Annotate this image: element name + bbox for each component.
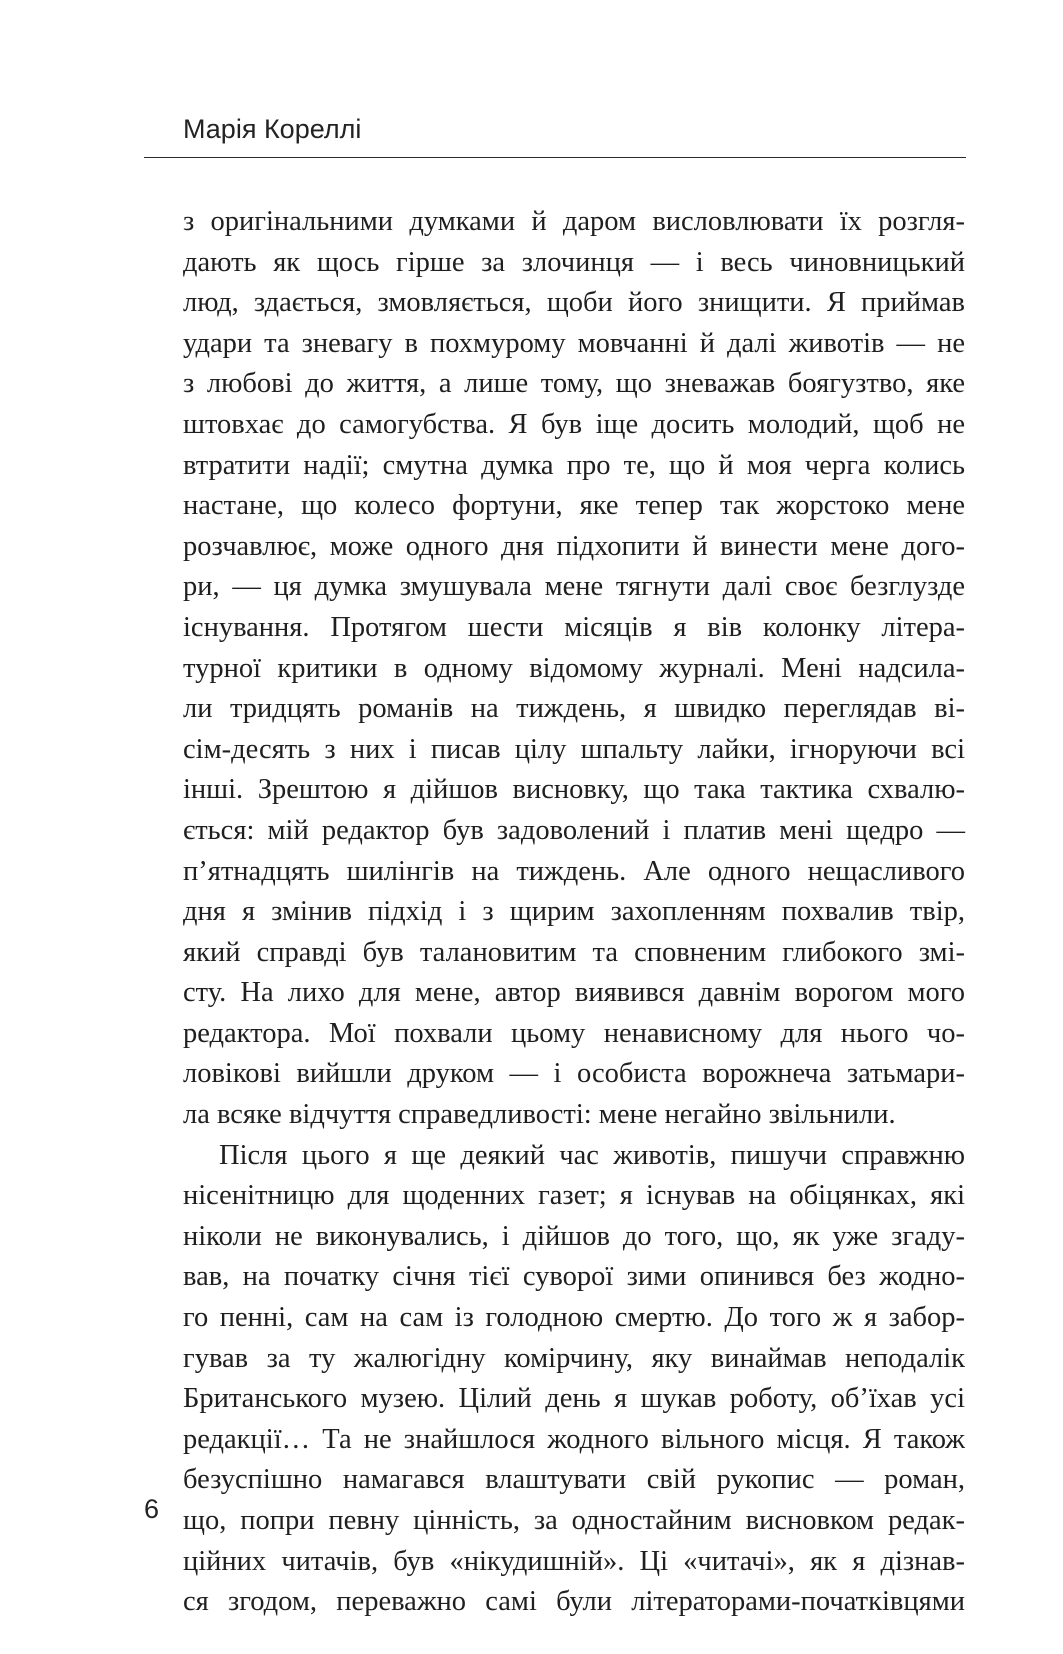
text-line-paragraph-start: Після цього я ще деякий час животів, пишучи справжню: [219, 1139, 965, 1171]
text-line: гував за ту жалюгідну комірчину, яку винаймав неподалік: [183, 1342, 965, 1374]
text-line: го пенні, сам на сам із голодною смертю. До того ж я забор-: [183, 1302, 965, 1334]
text-line: ли тридцять романів на тиждень, я швидко переглядав ві-: [183, 693, 965, 725]
text-line: удари та зневагу в похмурому мовчанні й далі животів — не: [183, 327, 965, 359]
text-line: штовхає до самогубства. Я був іще досить молодий, щоб не: [183, 408, 965, 440]
text-line: люд, здається, змовляється, щоби його знищити. Я приймав: [183, 287, 965, 319]
text-line: сім-десять з них і писав цілу шпальту лайки, ігноруючи всі: [183, 733, 965, 765]
text-line: турної критики в одному відомому журналі. Мені надсила-: [183, 652, 965, 684]
text-line: дають як щось гірше за злочинця — і весь чиновницький: [183, 246, 965, 278]
text-line: настане, що колесо фортуни, яке тепер так жорстоко мене: [183, 490, 965, 522]
text-line: з оригінальними думками й даром висловлювати їх розгля-: [183, 206, 965, 237]
text-line: сту. На лихо для мене, автор виявився давнім ворогом мого: [183, 977, 965, 1009]
text-line: існування. Протягом шести місяців я вів колонку літера-: [183, 611, 965, 643]
text-line: ється: мій редактор був задоволений і платив мені щедро —: [183, 814, 965, 846]
text-line: ційних читачів, був «нікудишній». Ці «читачі», як я дізнав-: [183, 1545, 965, 1577]
text-line: що, попри певну цінність, за одностайним висновком редак-: [183, 1505, 965, 1536]
text-line: нісенітницю для щоденних газет; я існував на обіцянках, які: [183, 1180, 965, 1212]
text-line: ся згодом, переважно самі були літераторами-початківцями: [183, 1586, 965, 1618]
text-line: Британського музею. Цілий день я шукав роботу, об’їхав усі: [183, 1383, 965, 1415]
text-line: з любові до життя, а лише тому, що зневажав боягузтво, яке: [183, 368, 965, 400]
text-line: п’ятнадцять шилінгів на тиждень. Але одного нещасливого: [183, 855, 965, 887]
text-line: втратити надії; смутна думка про те, що й моя черга колись: [183, 449, 965, 481]
body-text: [183, 202, 965, 1623]
text-line: ловікові вийшли друком — і особиста ворожнеча затьмари-: [183, 1058, 965, 1090]
text-line: інші. Зрештою я дійшов висновку, що така тактика схвалю-: [183, 774, 965, 806]
text-line-paragraph-end: ла всяке відчуття справедливості: мене негайно звільнили.: [183, 1099, 896, 1131]
text-line: розчавлює, може одного дня підхопити й винести мене дого-: [183, 530, 965, 562]
text-line: безуспішно намагався влаштувати свій рукопис — роман,: [183, 1464, 965, 1496]
text-line: редакції… Та не знайшлося жодного вільного місця. Я також: [183, 1423, 965, 1455]
text-line: ри, — ця думка змушувала мене тягнути далі своє безглузде: [183, 571, 965, 603]
text-line: дня я змінив підхід і з щирим захопленням похвалив твір,: [183, 896, 965, 928]
text-line: ніколи не виконувались, і дійшов до того, що, як уже згаду-: [183, 1220, 965, 1252]
page-number: 6: [144, 1494, 160, 1524]
text-line: який справді був талановитим та сповненим глибокого змі-: [183, 936, 965, 968]
running-head-author: Марія Кореллі: [183, 114, 362, 144]
text-line: вав, на початку січня тієї суворої зими опинився без жодно-: [183, 1261, 965, 1293]
text-line: редактора. Мої похвали цьому ненависному для нього чо-: [183, 1017, 965, 1049]
header-rule: [144, 157, 966, 158]
